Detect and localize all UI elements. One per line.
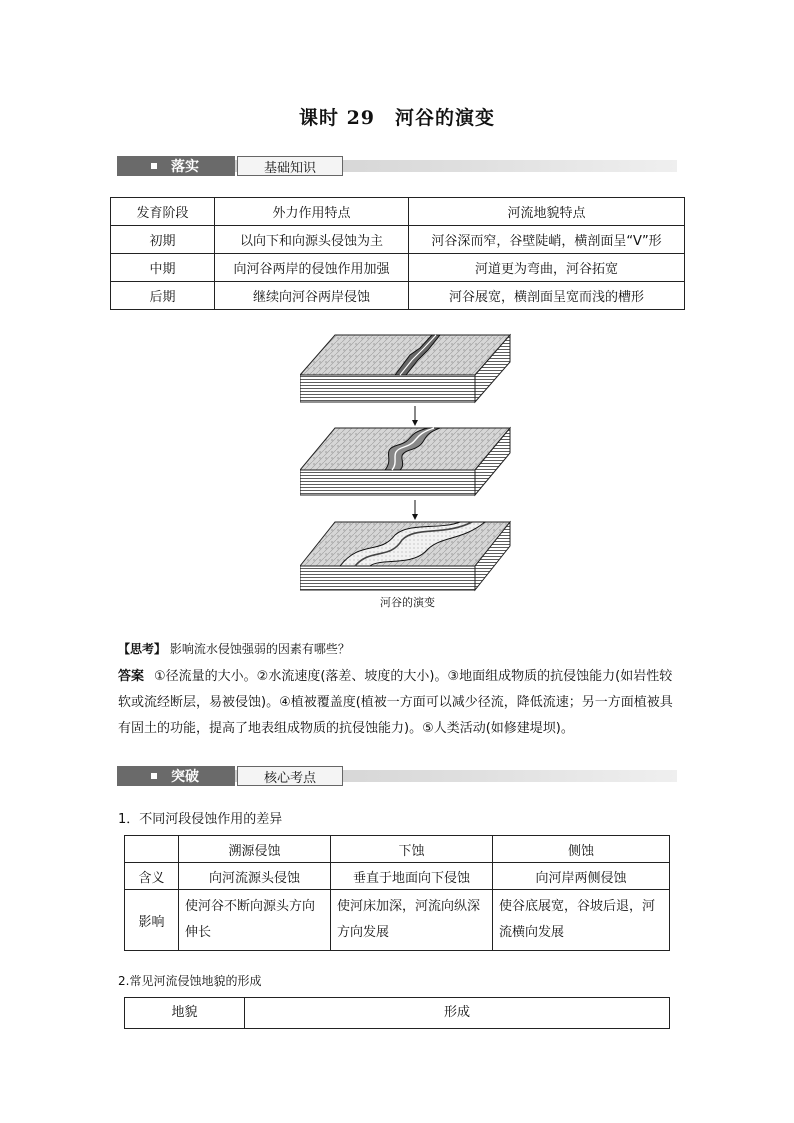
section-tag — [117, 156, 235, 176]
table-row — [111, 226, 685, 254]
table-header-cell: 下蚀 — [331, 836, 493, 863]
table-row — [111, 254, 685, 282]
arrow-down-icon — [412, 500, 418, 520]
answer-paragraph — [118, 664, 683, 742]
table-cell: 垂直于地面向下侵蚀 — [331, 863, 493, 890]
section-header-core — [117, 766, 677, 786]
arrow-down-icon — [412, 406, 418, 426]
table-header-cell: 侧蚀 — [493, 836, 670, 863]
think-question — [118, 640, 350, 657]
table-row — [125, 890, 670, 951]
section-subtitle: 基础知识 — [237, 156, 343, 176]
table-header-cell: 河流地貌特点 — [409, 198, 685, 226]
stage-table — [110, 197, 685, 310]
table-header-cell: 地貌 — [125, 998, 245, 1029]
section-tag — [117, 766, 235, 786]
table-header-cell: 溯源侵蚀 — [179, 836, 331, 863]
table-cell: 使河床加深，河流向纵深方向发展 — [331, 890, 493, 951]
answer-text: ①径流量的大小。②水流速度(落差、坡度的大小)。③地面组成物质的抗侵蚀能力(如岩性较软或流经断层，易被侵蚀)。④植被覆盖度(植被一方面可以减少径流，降低流速；另一方面植被具有固土的功能，提高了地表组成物质的抗侵蚀能力)。⑤人类活动(如修建堤坝)。 — [118, 669, 673, 736]
stage-middle-block — [300, 428, 510, 495]
table-cell: 影响 — [125, 890, 179, 951]
square-bullet-icon — [151, 773, 157, 779]
table-cell: 初期 — [111, 226, 215, 254]
table-cell: 含义 — [125, 863, 179, 890]
table-cell: 河谷深而窄，谷壁陡峭，横剖面呈“V”形 — [409, 226, 685, 254]
table-header-cell: 形成 — [245, 998, 670, 1029]
square-bullet-icon — [151, 163, 157, 169]
section-header-basics — [117, 156, 677, 176]
table-row — [111, 282, 685, 310]
subheading-erosion-differences: 1．不同河段侵蚀作用的差异 — [118, 812, 283, 827]
figure-caption: 河谷的演变 — [380, 596, 435, 609]
table-cell: 继续向河谷两岸侵蚀 — [215, 282, 409, 310]
table-cell: 河谷展宽，横剖面呈宽而浅的槽形 — [409, 282, 685, 310]
table-cell: 中期 — [111, 254, 215, 282]
table-header-row — [125, 836, 670, 863]
section-tag-label: 突破 — [171, 769, 199, 785]
think-question-text: 影响流水侵蚀强弱的因素有哪些？ — [169, 642, 350, 656]
table-cell: 河道更为弯曲，河谷拓宽 — [409, 254, 685, 282]
erosion-table — [124, 835, 670, 951]
stage-late-block — [300, 522, 510, 590]
table-header-cell — [125, 836, 179, 863]
stage-early-block — [300, 335, 510, 402]
section-subtitle: 核心考点 — [237, 766, 343, 786]
table-header-cell: 外力作用特点 — [215, 198, 409, 226]
table-cell: 使谷底展宽，谷坡后退，河流横向发展 — [493, 890, 670, 951]
subheading-erosion-landforms: 2.常见河流侵蚀地貌的形成 — [118, 974, 262, 988]
table-header-cell: 发育阶段 — [111, 198, 215, 226]
table-cell: 使河谷不断向源头方向伸长 — [179, 890, 331, 951]
page-title: 课时 29 河谷的演变 — [298, 107, 496, 129]
table-cell: 向河谷两岸的侵蚀作用加强 — [215, 254, 409, 282]
table-cell: 向河流源头侵蚀 — [179, 863, 331, 890]
landform-table — [124, 997, 670, 1029]
think-label: 【思考】 — [118, 642, 167, 656]
section-tag-label: 落实 — [171, 159, 199, 175]
table-cell: 后期 — [111, 282, 215, 310]
table-header-row — [125, 998, 670, 1029]
river-valley-evolution-figure — [300, 330, 515, 620]
table-row — [125, 863, 670, 890]
answer-label: 答案 — [118, 669, 145, 684]
table-cell: 向河岸两侧侵蚀 — [493, 863, 670, 890]
table-header-row — [111, 198, 685, 226]
table-cell: 以向下和向源头侵蚀为主 — [215, 226, 409, 254]
